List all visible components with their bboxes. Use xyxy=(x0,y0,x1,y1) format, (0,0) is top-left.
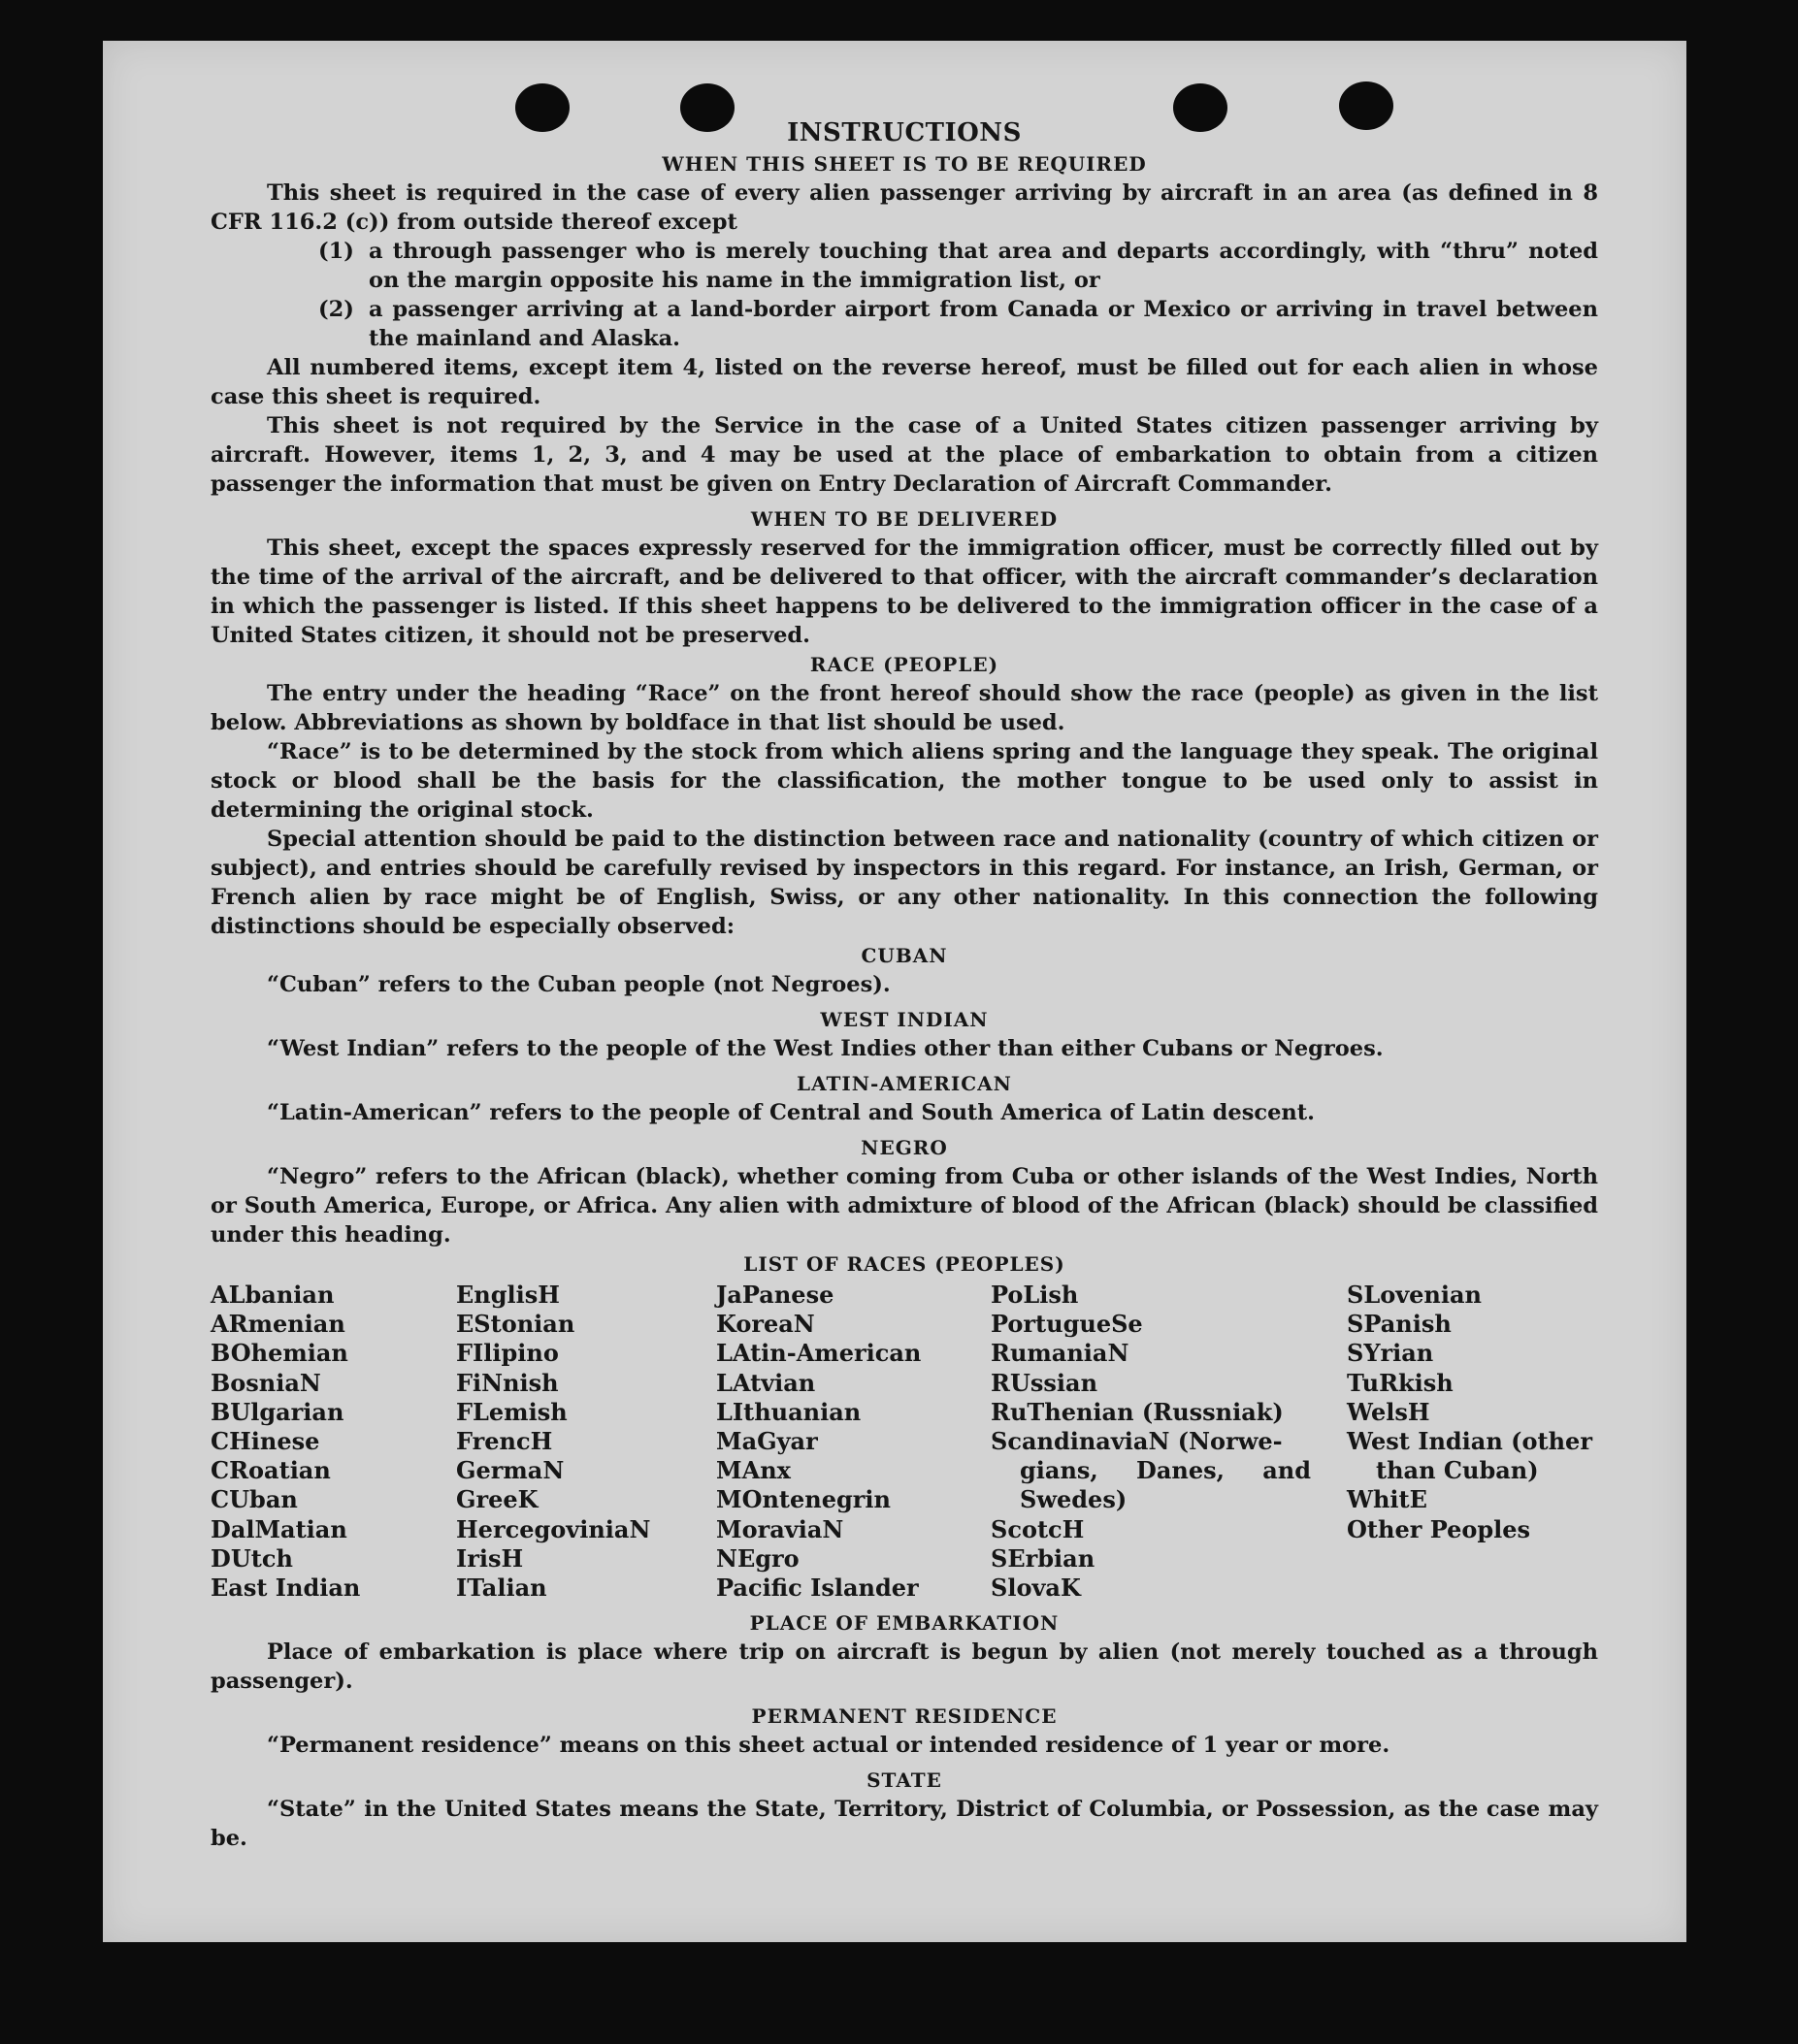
race-entry: GreeK xyxy=(456,1485,539,1514)
paragraph: This sheet, except the spaces expressly reserved for the immigration officer, must be correctly filled out by the time of the arrival of the aircraft, and be delivered to that officer, with the aircraft commander’s declaration in which the passenger is listed. If this sheet happens to be delivered to the immigration officer in the case of a United States citizen, it should not be preserved. xyxy=(211,535,1598,648)
race-entry: EnglisH xyxy=(456,1281,560,1309)
race-entry: MAnx xyxy=(716,1456,791,1485)
paragraph: “Negro” refers to the African (black), whether coming from Cuba or other islands of the West Indies, North or South America, Europe, or Africa. Any alien with admixture of blood of the African (black) should be classified under this heading. xyxy=(211,1164,1598,1248)
section-heading-list-of-races: LIST OF RACES (PEOPLES) xyxy=(743,1252,1065,1276)
paragraph: This sheet is not required by the Service in the case of a United States citizen passenger arriving by aircraft. However, items 1, 2, 3, and 4 may be used at the place of embarkation to obtain from a citizen passenger the information that must be given on Entry Declaration of Aircraft Commander. xyxy=(211,413,1598,497)
race-entry: FrencH xyxy=(456,1427,553,1456)
race-entry: PoLish xyxy=(991,1281,1079,1309)
race-entry: NEgro xyxy=(716,1543,800,1573)
race-entry: LAtin-American xyxy=(716,1339,922,1368)
race-entry: PortugueSe xyxy=(991,1310,1143,1339)
race-entry: FiNnish xyxy=(456,1368,559,1397)
paragraph: “State” in the United States means the State, Territory, District of Columbia, or Possession, as the case may be. xyxy=(211,1797,1598,1852)
numbered-item xyxy=(211,237,1598,295)
paragraph: “Permanent residence” means on this sheet actual or intended residence of 1 year or more. xyxy=(267,1733,1390,1759)
paragraph: “Latin-American” refers to the people of Central and South America of Latin descent. xyxy=(267,1100,1315,1125)
race-entry: DalMatian xyxy=(211,1514,347,1543)
section-heading-state: STATE xyxy=(866,1768,942,1793)
section-heading-negro: NEGRO xyxy=(861,1136,948,1159)
race-entry: LIthuanian xyxy=(716,1397,862,1426)
race-entry: SYrian xyxy=(1347,1339,1434,1368)
section-heading-permanent-residence: PERMANENT RESIDENCE xyxy=(751,1704,1058,1729)
race-entry: GermaN xyxy=(456,1456,565,1485)
page-title: INSTRUCTIONS xyxy=(787,118,1022,147)
races-list xyxy=(211,1281,1598,1603)
paragraph: This sheet is required in the case of every alien passenger arriving by aircraft in an area (as defined in 8 CFR 116.2 (c)) from outside thereof except xyxy=(211,180,1598,235)
race-entry: RUssian xyxy=(991,1368,1098,1397)
race-entry: MOntenegrin xyxy=(716,1485,891,1514)
section-heading-cuban: CUBAN xyxy=(861,944,948,967)
race-entry: SPanish xyxy=(1347,1310,1452,1339)
race-entry: RuThenian (Russniak) xyxy=(991,1397,1284,1426)
races-column xyxy=(716,1281,991,1603)
race-entry: Other Peoples xyxy=(1347,1514,1531,1543)
race-entry: BosniaN xyxy=(211,1368,321,1397)
paragraph: Special attention should be paid to the distinction between race and nationality (country of which citizen or subject), and entries should be carefully revised by inspectors in this regard. For instance, an Irish, German, or French alien by race might be of English, Swiss, or any other nationality. In this connection the following distinctions should be especially observed: xyxy=(211,827,1598,939)
race-entry: EStonian xyxy=(456,1310,575,1339)
race-entry: FLemish xyxy=(456,1397,568,1426)
race-entry: TuRkish xyxy=(1347,1368,1454,1397)
section-heading-when-required: WHEN THIS SHEET IS TO BE REQUIRED xyxy=(662,152,1147,176)
document-page xyxy=(103,41,1686,1942)
race-entry: ScotcH xyxy=(991,1514,1085,1543)
race-entry: ScandinaviaN (Norwe- xyxy=(991,1427,1283,1456)
item-number: (1) xyxy=(318,239,354,264)
race-entry: DUtch xyxy=(211,1543,293,1573)
race-entry: CUban xyxy=(211,1485,298,1514)
races-column xyxy=(991,1281,1347,1603)
paragraph: “Race” is to be determined by the stock from which aliens spring and the language they speak. The original stock or blood shall be the basis for the classification, the mother tongue to be used only to assist in determining the original stock. xyxy=(211,739,1598,823)
paragraph: “Cuban” refers to the Cuban people (not Negroes). xyxy=(267,972,891,997)
race-entry: WhitE xyxy=(1347,1485,1427,1514)
race-entry: MoraviaN xyxy=(716,1514,844,1543)
race-entry: SLovenian xyxy=(1347,1281,1482,1309)
race-entry: Pacific Islander xyxy=(716,1574,919,1603)
race-entry: WelsH xyxy=(1347,1397,1430,1426)
race-entry: SErbian xyxy=(991,1543,1095,1573)
paragraph: Place of embarkation is place where trip on aircraft is begun by alien (not merely touched as a through passenger). xyxy=(211,1639,1598,1695)
race-entry: West Indian (other xyxy=(1347,1427,1592,1456)
race-entry: IrisH xyxy=(456,1543,524,1573)
race-entry: RumaniaN xyxy=(991,1339,1129,1368)
race-entry: SlovaK xyxy=(991,1574,1081,1603)
item-text: a passenger arriving at a land-border airport from Canada or Mexico or arriving in travel between the mainland and Alaska. xyxy=(369,297,1598,351)
race-entry-continuation: than Cuban) xyxy=(1376,1456,1539,1485)
race-entry: MaGyar xyxy=(716,1427,818,1456)
section-heading-latin-american: LATIN-AMERICAN xyxy=(797,1072,1012,1095)
race-entry: FIlipino xyxy=(456,1339,559,1368)
race-entry: HercegoviniaN xyxy=(456,1514,651,1543)
instructions-text xyxy=(211,116,1598,1853)
race-entry: LAtvian xyxy=(716,1368,816,1397)
race-entry: CRoatian xyxy=(211,1456,331,1485)
section-heading-race: RACE (PEOPLE) xyxy=(809,653,999,676)
races-column xyxy=(1347,1281,1598,1603)
race-entry: East Indian xyxy=(211,1574,361,1603)
race-entry: ALbanian xyxy=(211,1281,335,1309)
section-heading-west-indian: WEST INDIAN xyxy=(820,1008,989,1031)
item-text: a through passenger who is merely touching that area and departs accordingly, with “thru” noted on the margin opposite his name in the immigration list, or xyxy=(369,239,1598,293)
race-entry-continuation: gians, Danes, and Swedes) xyxy=(1020,1456,1311,1514)
paragraph: All numbered items, except item 4, listed on the reverse hereof, must be filled out for each alien in whose case this sheet is required. xyxy=(211,355,1598,409)
race-entry: ITalian xyxy=(456,1574,547,1603)
section-heading-when-delivered: WHEN TO BE DELIVERED xyxy=(750,507,1059,531)
race-entry: CHinese xyxy=(211,1427,320,1456)
item-number: (2) xyxy=(318,297,354,322)
race-entry: KoreaN xyxy=(716,1310,815,1339)
race-entry: JaPanese xyxy=(716,1281,834,1309)
race-entry: ARmenian xyxy=(211,1310,345,1339)
numbered-item xyxy=(211,295,1598,353)
race-entry: BOhemian xyxy=(211,1339,348,1368)
races-column xyxy=(211,1281,456,1603)
race-entry: BUlgarian xyxy=(211,1397,344,1426)
races-column xyxy=(456,1281,716,1603)
paragraph: The entry under the heading “Race” on the front hereof should show the race (people) as given in the list below. Abbreviations as shown by boldface in that list should be used. xyxy=(211,681,1598,735)
section-heading-place-of-embarkation: PLACE OF EMBARKATION xyxy=(749,1611,1060,1636)
paragraph: “West Indian” refers to the people of the West Indies other than either Cubans or Negroes. xyxy=(267,1036,1384,1061)
